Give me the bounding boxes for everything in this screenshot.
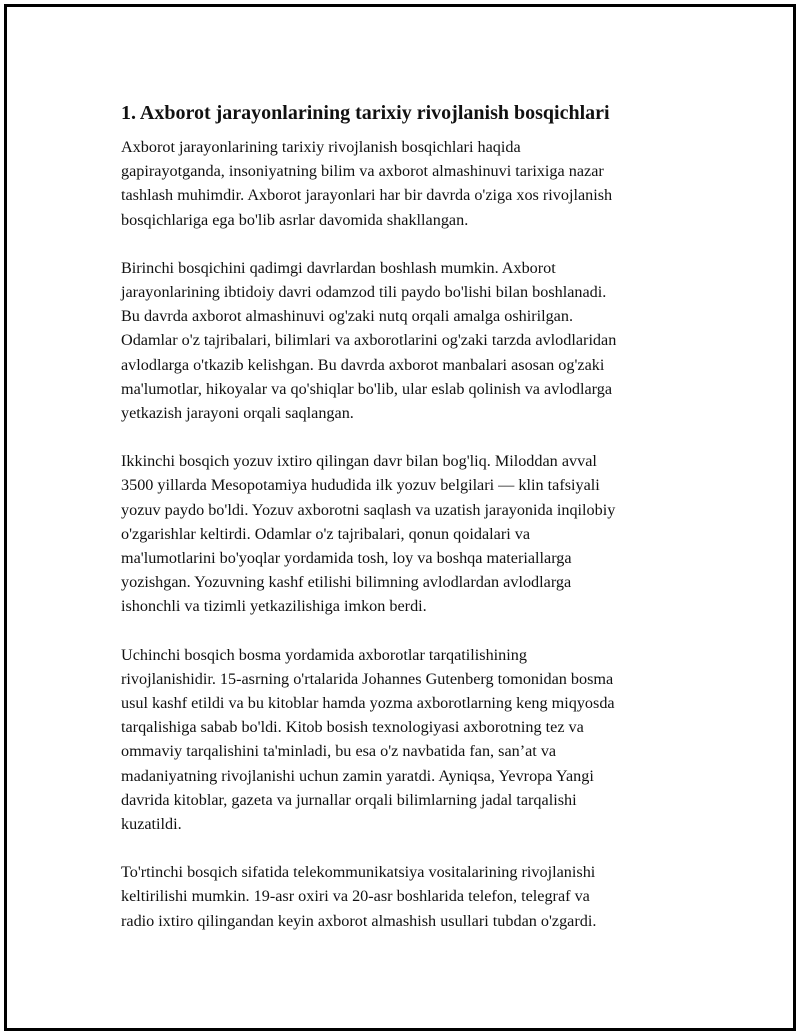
text-line: avlodlarga o'tkazib kelishgan. Bu davrda axborot manbalari asosan og'zaki <box>121 355 605 374</box>
text-line: ommaviy tarqalishini ta'minladi, bu esa o'z navbatida fan, san’at va <box>121 742 557 761</box>
text-line: ma'lumotlarini bo'yoqlar yordamida tosh, loy va boshqa materiallarga <box>121 549 572 568</box>
text-line: tashlash muhimdir. Axborot jarayonlari har bir davrda o'ziga xos rivojlanish <box>121 186 613 205</box>
paragraph-stage-3 <box>121 643 701 837</box>
text-line: Odamlar o'z tajribalari, bilimlari va axborotlarini og'zaki tarzda avlodlaridan <box>121 331 617 350</box>
text-line: kuzatildi. <box>121 815 182 834</box>
text-line: Ikkinchi bosqich yozuv ixtiro qilingan davr bilan bog'liq. Miloddan avval <box>121 452 597 471</box>
text-line: bosqichlariga ega bo'lib asrlar davomida shakllangan. <box>121 210 469 229</box>
text-line: o'zgarishlar keltirdi. Odamlar o'z tajribalari, qonun qoidalari va <box>121 524 531 543</box>
text-line: ma'lumotlar, hikoyalar va qo'shiqlar bo'lib, ular eslab qolinish va avlodlarga <box>121 379 613 398</box>
text-line: 3500 yillarda Mesopotamiya hududida ilk yozuv belgilari — klin tafsiyali <box>121 476 600 495</box>
text-line: tarqalishiga sabab bo'ldi. Kitob bosish texnologiyasi axborotning tez va <box>121 718 584 737</box>
text-line: davrida kitoblar, gazeta va jurnallar orqali bilimlarning jadal tarqalishi <box>121 790 577 809</box>
text-line: madaniyatning rivojlanishi uchun zamin yaratdi. Ayniqsa, Yevropa Yangi <box>121 766 594 785</box>
text-line: Axborot jarayonlarining tarixiy rivojlanish bosqichlari haqida <box>121 138 521 156</box>
text-line: radio ixtiro qilingandan keyin axborot almashish usullari tubdan o'zgardi. <box>121 911 597 930</box>
page-frame <box>4 4 796 1031</box>
text-line: yetkazish jarayoni orqali saqlangan. <box>121 404 354 423</box>
paragraph-stage-2 <box>121 449 701 618</box>
text-line: usul kashf etildi va bu kitoblar hamda yozma axborotlarning keng miqyosda <box>121 694 615 713</box>
paragraph-intro <box>121 135 701 232</box>
document-body <box>121 99 701 933</box>
text-line: To'rtinchi bosqich sifatida telekommunikatsiya vositalarining rivojlanishi <box>121 863 596 882</box>
text-line: yozuv paydo bo'ldi. Yozuv axborotni saqlash va uzatish jarayonida inqilobiy <box>121 500 616 519</box>
text-line: Bu davrda axborot almashinuvi og'zaki nutq orqali amalga oshirilgan. <box>121 307 574 326</box>
document-title: 1. Axborot jarayonlarining tarixiy rivojlanish bosqichlari <box>121 102 610 124</box>
text-line: rivojlanishidir. 15-asrning o'rtalarida Johannes Gutenberg tomonidan bosma <box>121 669 614 688</box>
text-line: Birinchi bosqichini qadimgi davrlardan boshlash mumkin. Axborot <box>121 258 556 277</box>
text-line: keltirilishi mumkin. 19-asr oxiri va 20-asr boshlarida telefon, telegraf va <box>121 887 590 906</box>
paragraph-stage-4 <box>121 860 701 933</box>
text-line: ishonchli va tizimli yetkazilishiga imkon berdi. <box>121 597 427 616</box>
text-line: gapirayotganda, insoniyatning bilim va axborot almashinuvi tarixiga nazar <box>121 162 604 181</box>
text-line: jarayonlarining ibtidoiy davri odamzod tili paydo bo'lishi bilan boshlanadi. <box>121 283 607 302</box>
text-line: Uchinchi bosqich bosma yordamida axborotlar tarqatilishining <box>121 645 527 664</box>
text-line: yozishgan. Yozuvning kashf etilishi bilimning avlodlardan avlodlarga <box>121 573 572 592</box>
paragraph-stage-1 <box>121 256 701 425</box>
